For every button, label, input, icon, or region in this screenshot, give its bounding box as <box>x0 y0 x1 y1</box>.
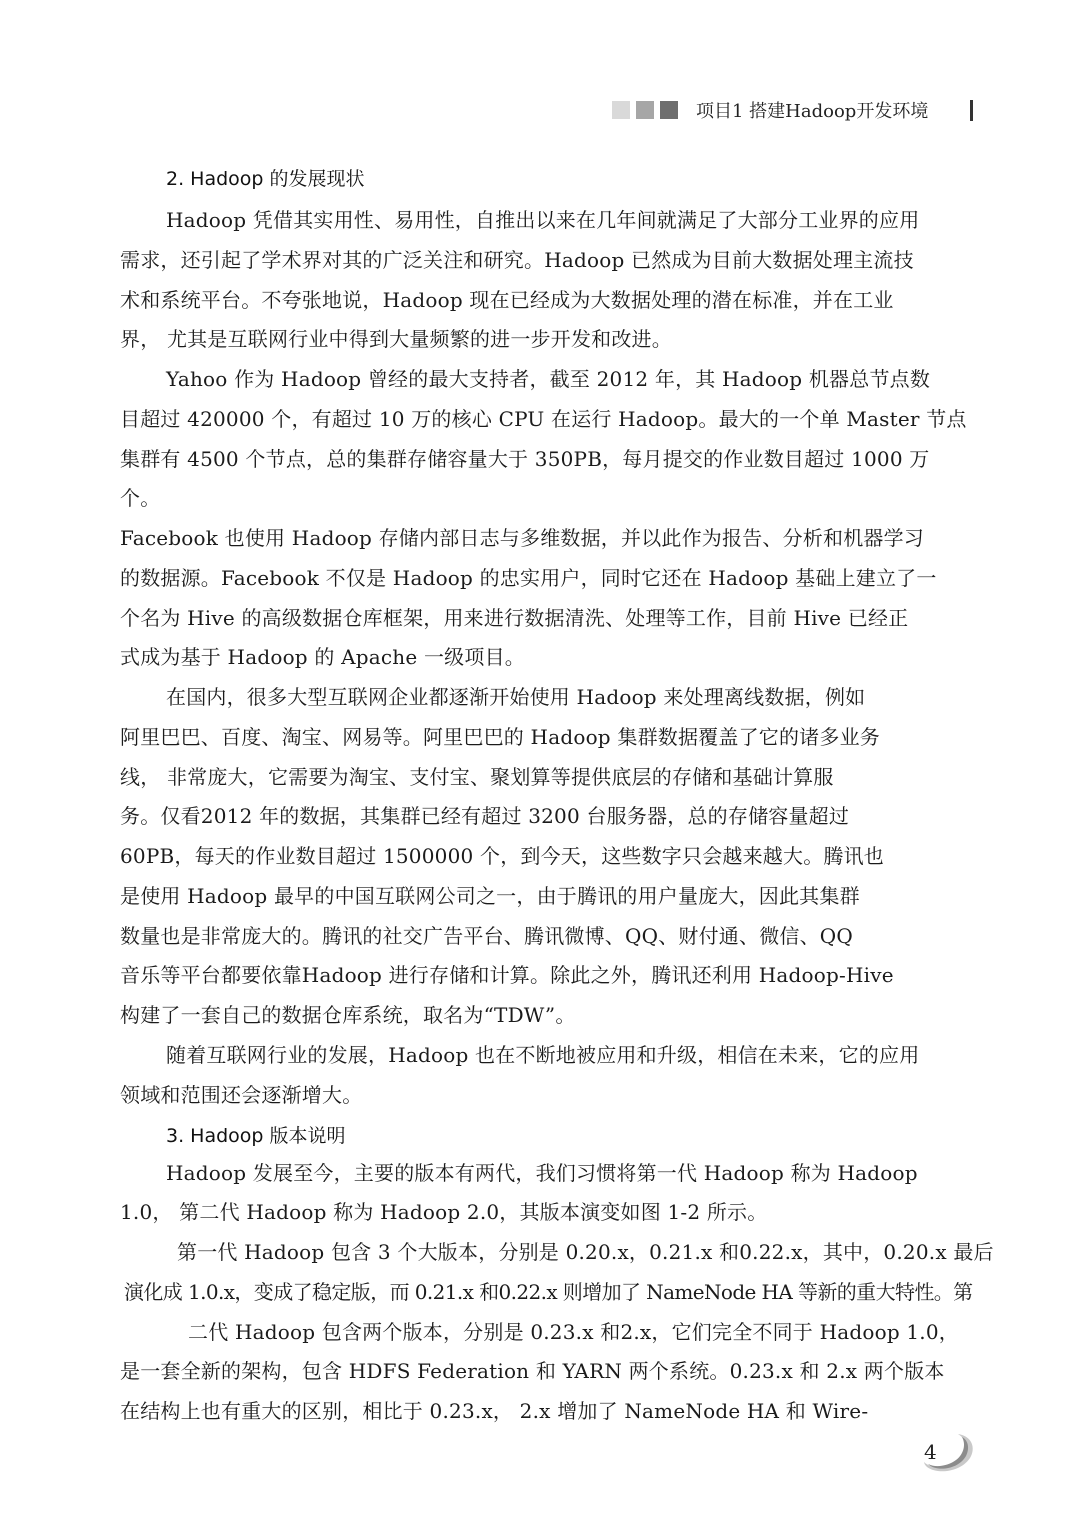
paragraph-line: 目超过 420000 个，有超过 10 万的核心 CPU 在运行 Hadoop。最大的一个单 Master 节点 <box>120 407 967 431</box>
running-header <box>0 100 1092 124</box>
paragraph-line: 阿里巴巴、百度、淘宝、网易等。阿里巴巴的 Hadoop 集群数据覆盖了它的诸多业务 <box>120 725 880 749</box>
paragraph-line: 音乐等平台都要依靠Hadoop 进行存储和计算。除此之外，腾讯还利用 Hadoop-Hive <box>120 963 894 987</box>
paragraph-line: 随着互联网行业的发展，Hadoop 也在不断地被应用和升级，相信在未来，它的应用 <box>166 1043 920 1067</box>
paragraph-line: 的数据源。Facebook 不仅是 Hadoop 的忠实用户，同时它还在 Hadoop 基础上建立了一 <box>120 566 937 590</box>
header-square-light <box>612 101 630 119</box>
paragraph-line: 数量也是非常庞大的。腾讯的社交广告平台、腾讯微博、QQ、财付通、微信、QQ <box>120 924 853 948</box>
paragraph-line: Yahoo 作为 Hadoop 曾经的最大支持者，截至 2012 年，其 Hadoop 机器总节点数 <box>166 367 931 391</box>
paragraph-line: 构建了一套自己的数据仓库系统，取名为“TDW”。 <box>120 1003 576 1027</box>
paragraph-line: 60PB，每天的作业数目超过 1500000 个，到今天，这些数字只会越来越大。腾讯也 <box>120 844 884 868</box>
paragraph-line: 线， 非常庞大，它需要为淘宝、支付宝、聚划算等提供底层的存储和基础计算服 <box>120 765 834 789</box>
paragraph-line: 界， 尤其是互联网行业中得到大量频繁的进一步开发和改进。 <box>120 327 672 351</box>
paragraph-line: 演化成 1.0.x，变成了稳定版，而 0.21.x 和0.22.x 则增加了 NameNode HA 等新的重大特性。第 <box>124 1280 973 1304</box>
paragraph-line: 是一套全新的架构，包含 HDFS Federation 和 YARN 两个系统。0.23.x 和 2.x 两个版本 <box>120 1359 945 1383</box>
paragraph-line: 二代 Hadoop 包含两个版本，分别是 0.23.x 和2.x，它们完全不同于 Hadoop 1.0， <box>188 1320 959 1344</box>
paragraph-line: 术和系统平台。不夸张地说，Hadoop 现在已经成为大数据处理的潜在标准，并在工业 <box>120 288 894 312</box>
paragraph-line: 个名为 Hive 的高级数据仓库框架，用来进行数据清洗、处理等工作，目前 Hive 已经正 <box>120 606 909 630</box>
paragraph-line: 个。 <box>120 486 161 510</box>
header-square-medium <box>636 101 654 119</box>
header-square-dark <box>660 101 678 119</box>
paragraph-line: 第一代 Hadoop 包含 3 个大版本，分别是 0.20.x，0.21.x 和0.22.x，其中，0.20.x 最后 <box>177 1240 994 1264</box>
paragraph-line: 在结构上也有重大的区别，相比于 0.23.x， 2.x 增加了 NameNode HA 和 Wire- <box>120 1399 869 1423</box>
paragraph-line: 是使用 Hadoop 最早的中国互联网公司之一，由于腾讯的用户量庞大，因此其集群 <box>120 884 860 908</box>
paragraph-line: 式成为基于 Hadoop 的 Apache 一级项目。 <box>120 645 525 669</box>
paragraph-line: 需求，还引起了学术界对其的广泛关注和研究。Hadoop 已然成为目前大数据处理主流技 <box>120 248 914 272</box>
paragraph-line: Hadoop 发展至今，主要的版本有两代，我们习惯将第一代 Hadoop 称为 Hadoop <box>166 1161 918 1185</box>
section-heading: 2. Hadoop 的发展现状 <box>166 168 365 190</box>
paragraph-line: Hadoop 凭借其实用性、易用性，自推出以来在几年间就满足了大部分工业界的应用 <box>166 208 920 232</box>
paragraph-line: 1.0， 第二代 Hadoop 称为 Hadoop 2.0，其版本演变如图 1-2 所示。 <box>120 1200 768 1224</box>
section-heading: 3. Hadoop 版本说明 <box>166 1125 346 1147</box>
paragraph-line: 领域和范围还会逐渐增大。 <box>120 1083 363 1107</box>
header-bar <box>970 100 973 121</box>
paragraph-line: Facebook 也使用 Hadoop 存储内部日志与多维数据，并以此作为报告、分析和机器学习 <box>120 526 925 550</box>
paragraph-line: 集群有 4500 个节点，总的集群存储容量大于 350PB，每月提交的作业数目超过 1000 万 <box>120 447 930 471</box>
header-title: 项目1 搭建Hadoop开发环境 <box>696 101 929 122</box>
paragraph-line: 在国内，很多大型互联网企业都逐渐开始使用 Hadoop 来处理离线数据，例如 <box>166 685 866 709</box>
page-number: 4 <box>924 1440 937 1464</box>
paragraph-line: 务。仅看2012 年的数据，其集群已经有超过 3200 台服务器，总的存储容量超过 <box>120 804 850 828</box>
